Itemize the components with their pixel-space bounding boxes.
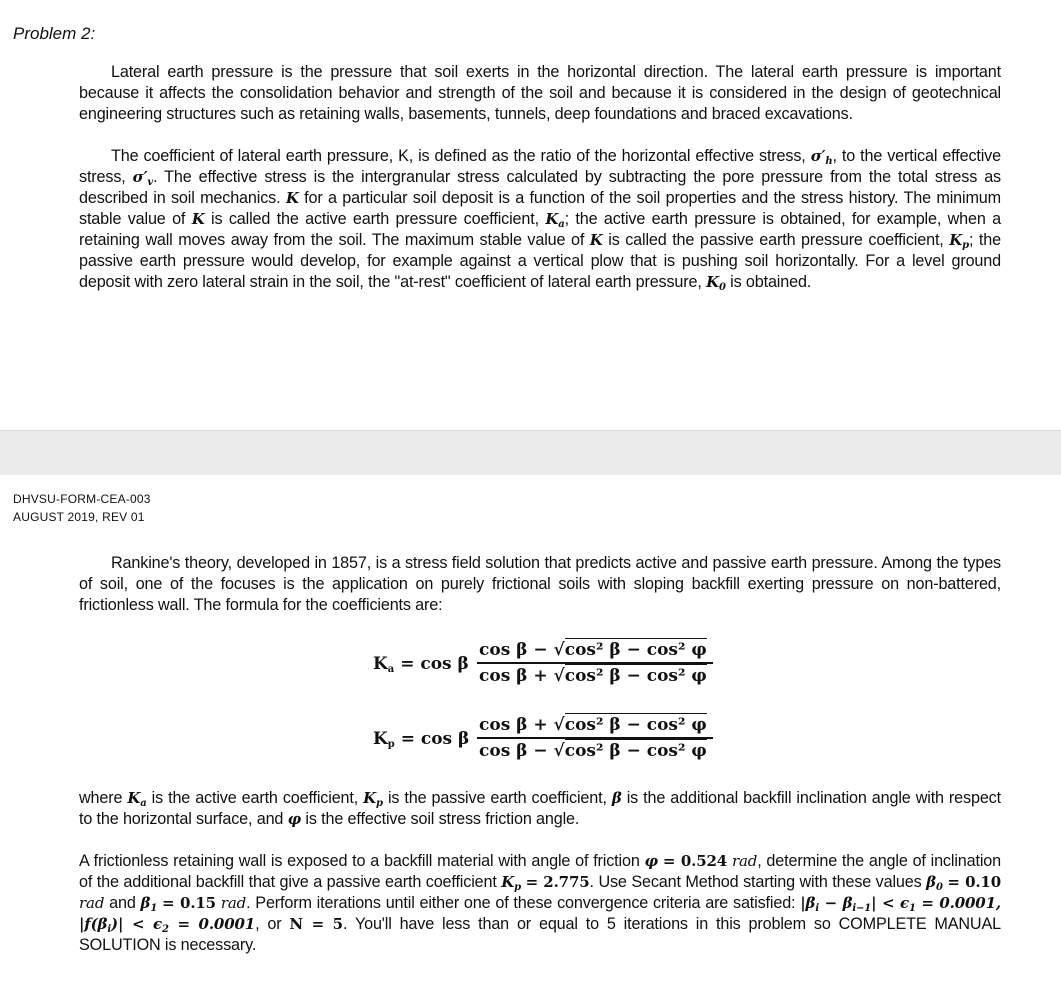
para4-text-4: is the additional backfill inclination angle with respect to the horizontal surface, and [79,789,1001,828]
ka-numerator-radicand: cos² β − cos² φ [564,640,707,660]
para5-text-4: and [109,894,136,912]
unit-rad: rad [731,852,758,870]
para5-text-1: A frictionless retaining wall is exposed to a backfill material with angle of friction [79,852,640,870]
phi-symbol: φ [287,810,302,828]
criterion-3: N = 5 [289,915,343,933]
beta-symbol: β [611,789,622,807]
k0-symbol: $K_0$ [706,273,726,293]
ka-lhs: = cos β [400,654,469,674]
para2-text-5: is called the active earth pressure coefficient, [211,210,539,228]
kp-fraction: cos β + √cos² β − cos² φ cos β − √cos² β − cos² φ [477,715,713,761]
form-revision: AUGUST 2019, REV 01 [13,510,145,524]
beta1-value: = 0.15 [162,894,216,912]
phi-value: = 0.524 [662,852,728,870]
para2-text-4: for a particular soil deposit is a function of the soil properties and the stress history. The minimum stable value of [79,189,1001,228]
para5-text-3: . Use Secant Method starting with these values [589,873,922,891]
kp-lhs: = cos β [400,729,470,749]
para5-text-7: . You'll have less than or equal to 5 iterations in this problem so COMPLETE MANUAL SOLUTION is necessary. [79,915,1001,954]
kp-numerator: cos β + [479,715,548,735]
kp-symbol: $K_p$ [501,873,522,893]
para2-text-8: ; the passive earth pressure would develop, for example against a vertical plow that is pushing soil horizontally. For a level ground deposit with zero lateral strain in the soil, the "at-rest" coefficient of lateral earth pressure, [79,231,1001,291]
para1-text: Lateral earth pressure is the pressure that soil exerts in the horizontal direction. The lateral earth pressure is important because it affects the consolidation behavior and strength of the soil and because it is considered in the design of geotechnical engineering structures such as retaining walls, basements, tunnels, deep foundations and braced excavations. [79,63,1001,123]
sigma-v-symbol: $\sigma'_v$ [132,168,154,188]
para2-text-6: ; the active earth pressure is obtained, for example, when a retaining wall moves away from the soil. The maximum stable value of [79,210,1001,249]
page-top [0,0,1061,430]
beta0-symbol: $\beta_0$ [926,873,943,893]
para2-text-9: is obtained. [730,273,812,291]
paragraph-where [79,788,1001,830]
para4-text-1: where [79,789,123,807]
phi-symbol: φ [644,852,658,870]
beta1-symbol: $\beta_1$ [140,894,158,914]
ka-denominator-radicand: cos² β − cos² φ [564,665,707,686]
unit-rad: rad [79,894,105,912]
para5-text-5: . Perform iterations until either one of these convergence criteria are satisfied: [246,894,796,912]
para2-text-2: , to the vertical effective stress, [79,147,1001,186]
beta0-value: = 0.10 [947,873,1002,891]
kp-value: = 2.775 [525,873,590,891]
ka-fraction: cos β − √cos² β − cos² φ cos β + √cos² β − cos² φ [477,640,713,686]
k-symbol: K [285,189,299,207]
ka-numerator: cos β − [479,640,548,660]
ka-denominator: cos β + [479,665,548,686]
ka-symbol: $K_a$ [127,789,147,809]
paragraph-rankine [79,553,1001,616]
para3-text: Rankine's theory, developed in 1857, is a stress field solution that predicts active and passive earth pressure. Among the types of soil, one of the focuses is the application on purely frictional soils with sloping backfill exerting pressure on non-battered, frictionless wall. The formula for the coefficients are: [79,554,1001,614]
para2-text-7: is called the passive earth pressure coefficient, [608,231,944,249]
paragraph-problem [79,851,1001,956]
problem-title: Problem 2: [13,24,96,43]
kp-symbol: $K_p$ [949,231,969,251]
kp-numerator-radicand: cos² β − cos² φ [564,715,707,735]
page-break [0,430,1061,476]
k-symbol: K [589,231,603,249]
k-symbol: K [191,210,205,228]
sigma-h-symbol: $\sigma'_h$ [810,147,833,167]
kp-symbol: $K_p$ [363,789,383,809]
para5-text-6: , or [255,915,282,933]
para2-text-1: The coefficient of lateral earth pressure, K, is defined as the ratio of the horizontal effective stress, [111,147,806,165]
para5-text-2: , determine the angle of inclination of the additional backfill that give a passive earth coefficient [79,852,1001,891]
para4-text-5: is the effective soil stress friction angle. [305,810,580,828]
paragraph-coefficient [79,146,1001,293]
criterion-2: , $|f(\beta_i)| < \epsilon_2 = 0.0001$ [79,894,1001,935]
criterion-1: $|\beta_i - \beta_{i-1}| < \epsilon_1 = 0.0001$ [800,894,996,914]
para4-text-2: is the active earth coefficient, [151,789,359,807]
form-code: DHVSU-FORM-CEA-003 [13,492,151,506]
kp-denominator-radicand: cos² β − cos² φ [564,740,707,761]
ka-symbol: $K_a$ [545,210,565,230]
para2-text-3: . The effective stress is the intergranular stress calculated by subtracting the pore pressure from the total stress as described in soil mechanics. [79,168,1001,207]
unit-rad: rad [220,894,247,912]
para4-text-3: is the passive earth coefficient, [387,789,607,807]
paragraph-lateral-pressure [79,62,1001,125]
kp-denominator: cos β − [479,740,548,761]
